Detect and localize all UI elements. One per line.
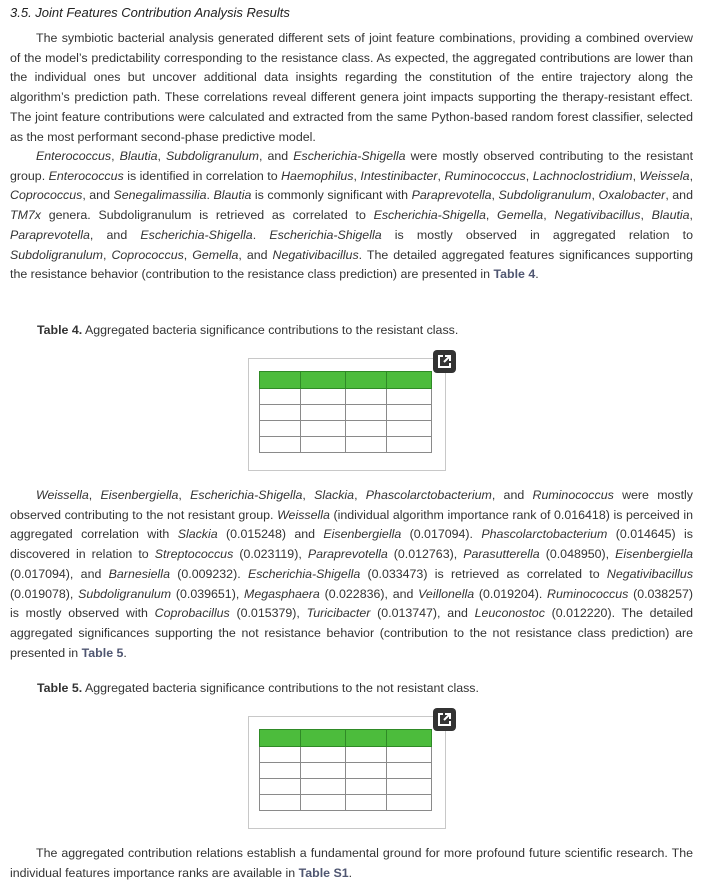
table-4-caption: Table 4. Aggregated bacteria significance contributions to the resistant class. — [37, 323, 459, 337]
genus-name: Negativibacillus — [606, 566, 694, 581]
genus-name: Paraprevotella — [10, 227, 90, 242]
genus-name: Weissela — [639, 168, 690, 183]
table-4-preview — [259, 371, 432, 453]
table-5-preview — [259, 729, 432, 811]
genus-name: Paraprevotella — [411, 188, 492, 203]
genus-name: Escherichia-Shigella — [293, 149, 406, 163]
genus-name: Subdoligranulum — [78, 586, 172, 601]
genus-name: TM7x — [10, 208, 41, 223]
genus-name: Weissella — [277, 507, 330, 522]
genus-name: Weissella — [36, 488, 89, 502]
genus-name: Blautia — [651, 208, 690, 223]
genus-name: Blautia — [119, 149, 158, 163]
genus-name: Barnesiella — [108, 566, 170, 581]
table-4-link[interactable]: Table 4 — [493, 267, 536, 282]
genus-name: Escherichia-Shigella — [190, 488, 303, 502]
genus-name: Lachnoclostridium — [532, 168, 633, 183]
genus-name: Subdoligranulum — [10, 247, 103, 262]
genus-name: Eisenbergiella — [323, 527, 402, 542]
genus-name: Oxalobacter — [598, 188, 666, 203]
genus-name: Leuconostoc — [474, 606, 545, 621]
genus-name: Enterococcus — [36, 149, 112, 163]
genus-name: Negativibacillus — [554, 208, 641, 223]
genus-name: Escherichia-Shigella — [140, 227, 253, 242]
table-5-label: Table 5. — [37, 681, 83, 695]
genus-name: Gemella — [497, 208, 544, 223]
paragraph-not-resistant: Weissella, Eisenbergiella, Escherichia-Shigella, Slackia, Phascolarctobacterium, and Ruminococcus were mostly observed contributing to the not resistant group. Weissella (individual algorithm importance rank of 0.016418) is perceived in aggregated correlation with Slackia (0.015248) and Eisenbergiella (0.017094). Phascolarctobacterium (0.014645) is discovered in relation to Streptococcus (0.023119), Paraprevotella (0.012763), Parasutterella (0.048950), Eisenbergiella (0.017094), and Barnesiella (0.009232). Escherichia-Shigella (0.033473) is retrieved as correlated to Negativibacillus (0.019078), Subdoligranulum (0.039651), Megasphaera (0.022836), and Veillonella (0.019204). Ruminococcus (0.038257) is mostly observed with Coprobacillus (0.015379), Turicibacter (0.013747), and Leuconostoc (0.012220). The detailed aggregated significances supporting the not resistance behavior (contribution to the not resistance class prediction) are presented in Table 5. — [10, 488, 694, 660]
table-s1-link[interactable]: Table S1 — [298, 865, 349, 880]
genus-name: Subdoligranulum — [498, 188, 592, 203]
genus-name: Ruminococcus — [444, 168, 526, 183]
genus-name: Streptococcus — [154, 547, 234, 562]
genus-name: Ruminococcus — [532, 488, 614, 502]
genus-name: Turicibacter — [306, 606, 371, 621]
genus-name: Escherichia-Shigella — [269, 227, 382, 242]
genus-name: Coprococcus — [111, 247, 184, 262]
genus-name: Parasutterella — [463, 547, 540, 562]
genus-name: Coprococcus — [10, 188, 83, 203]
genus-name: Negativibacillus — [272, 247, 359, 262]
table-4-label: Table 4. — [37, 323, 83, 337]
genus-name: Slackia — [177, 527, 218, 542]
genus-name: Phascolarctobacterium — [481, 527, 608, 542]
external-link-icon[interactable] — [433, 708, 456, 731]
genus-name: Escherichia-Shigella — [247, 566, 361, 581]
table-5-caption: Table 5. Aggregated bacteria significance contributions to the not resistant class. — [37, 681, 479, 695]
external-link-icon[interactable] — [433, 350, 456, 373]
paragraph-intro: The symbiotic bacterial analysis generated different sets of joint feature combinations, providing a combined overview of the model’s predictability corresponding to the resistance class. As expected, the aggregated contributions are lower than the individual ones but uncover additional data insights regarding the constitution of the entire trajectory along the algorithm’s prediction path. These correlations reveal different genera joint impacts supporting the therapy-resistant effect. The joint feature contributions were calculated and extracted from the same Python-based random forest classifier, selected as the most performant second-phase predictive model. — [10, 31, 693, 144]
genus-name: Eisenbergiella — [100, 488, 179, 502]
genus-name: Coprobacillus — [154, 606, 230, 621]
genus-name: Gemella — [192, 247, 239, 262]
genus-name: Paraprevotella — [307, 547, 388, 562]
genus-name: Haemophilus — [281, 168, 354, 183]
paragraph-resistant: Enterococcus, Blautia, Subdoligranulum, and Escherichia-Shigella were mostly observed contributing to the resistant group. Enterococcus is identified in correlation to Haemophilus, Intestinibacter, Ruminococcus, Lachnoclostridium, Weissela, Coprococcus, and Senegalimassilia. Blautia is commonly significant with Paraprevotella, Subdoligranulum, Oxalobacter, and TM7x genera. Subdoligranulum is retrieved as correlated to Escherichia-Shigella, Gemella, Negativibacillus, Blautia, Paraprevotella, and Escherichia-Shigella. Escherichia-Shigella is mostly observed in aggregated relation to Subdoligranulum, Coprococcus, Gemella, and Negativibacillus. The detailed aggregated features significances supporting the resistance behavior (contribution to the resistance class prediction) are presented in Table 4. — [10, 149, 694, 282]
genus-name: Megasphaera — [244, 586, 320, 601]
genus-name: Enterococcus — [48, 168, 124, 183]
genus-name: Veillonella — [418, 586, 475, 601]
genus-name: Escherichia-Shigella — [373, 208, 486, 223]
table-5-link[interactable]: Table 5 — [81, 645, 124, 660]
table-4-thumbnail[interactable] — [248, 358, 446, 471]
genus-name: Senegalimassilia — [113, 188, 207, 203]
genus-name: Blautia — [213, 188, 252, 203]
genus-name: Ruminococcus — [547, 586, 629, 601]
section-heading: 3.5. Joint Features Contribution Analysis Results — [10, 5, 290, 20]
paragraph-conclusion: The aggregated contribution relations establish a fundamental ground for more profound future scientific research. The individual features importance ranks are available in Table S1. — [10, 846, 693, 880]
genus-name: Slackia — [314, 488, 355, 502]
table-5-thumbnail[interactable] — [248, 716, 446, 829]
genus-name: Phascolarctobacterium — [365, 488, 492, 502]
genus-name: Intestinibacter — [360, 168, 438, 183]
genus-name: Subdoligranulum — [166, 149, 259, 163]
genus-name: Eisenbergiella — [615, 547, 693, 562]
